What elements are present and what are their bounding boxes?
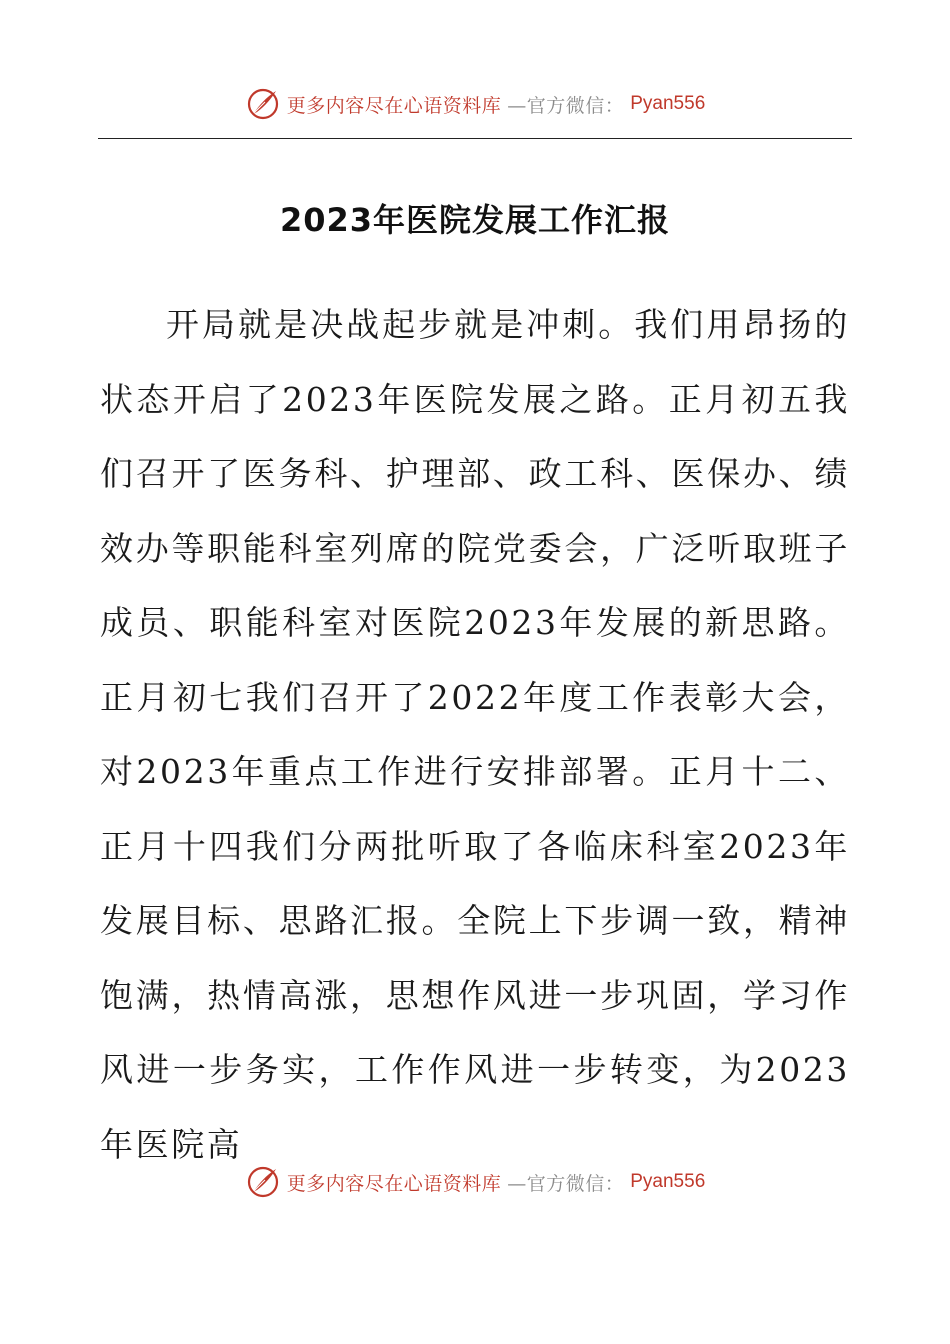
footer-wechat-id: Pyan556 (630, 1171, 706, 1192)
footer-wechat-label: —官方微信： (507, 1172, 625, 1195)
document-title: 2023年医院发展工作汇报 (279, 201, 671, 239)
page-header-banner (0, 82, 950, 126)
page-footer-banner (0, 1160, 950, 1204)
quill-pen-logo-icon (245, 1164, 281, 1200)
header-divider (98, 138, 852, 139)
header-wechat-label: —官方微信： (507, 94, 625, 117)
header-wechat-id: Pyan556 (630, 93, 706, 114)
document-paragraph: 开局就是决战起步就是冲刺。我们用昂扬的状态开启了2023年医院发展之路。正月初五我们召开了医务科、护理部、政工科、医保办、绩效办等职能科室列席的院党委会，广泛听取班子成员、职能科室对医院2023年发展的新思路。正月初七我们召开了2022年度工作表彰大会，对2023年重点工作进行安排部署。正月十二、正月十四我们分两批听取了各临床科室2023年发展目标、思路汇报。全院上下步调一致，精神饱满，热情高涨，思想作风进一步巩固，学习作风进一步务实，工作作风进一步转变，为2023年医院高 (100, 305, 850, 1164)
header-site-text: 更多内容尽在心语资料库 (286, 94, 502, 117)
quill-pen-logo-icon (245, 86, 281, 122)
footer-site-text: 更多内容尽在心语资料库 (286, 1172, 502, 1195)
